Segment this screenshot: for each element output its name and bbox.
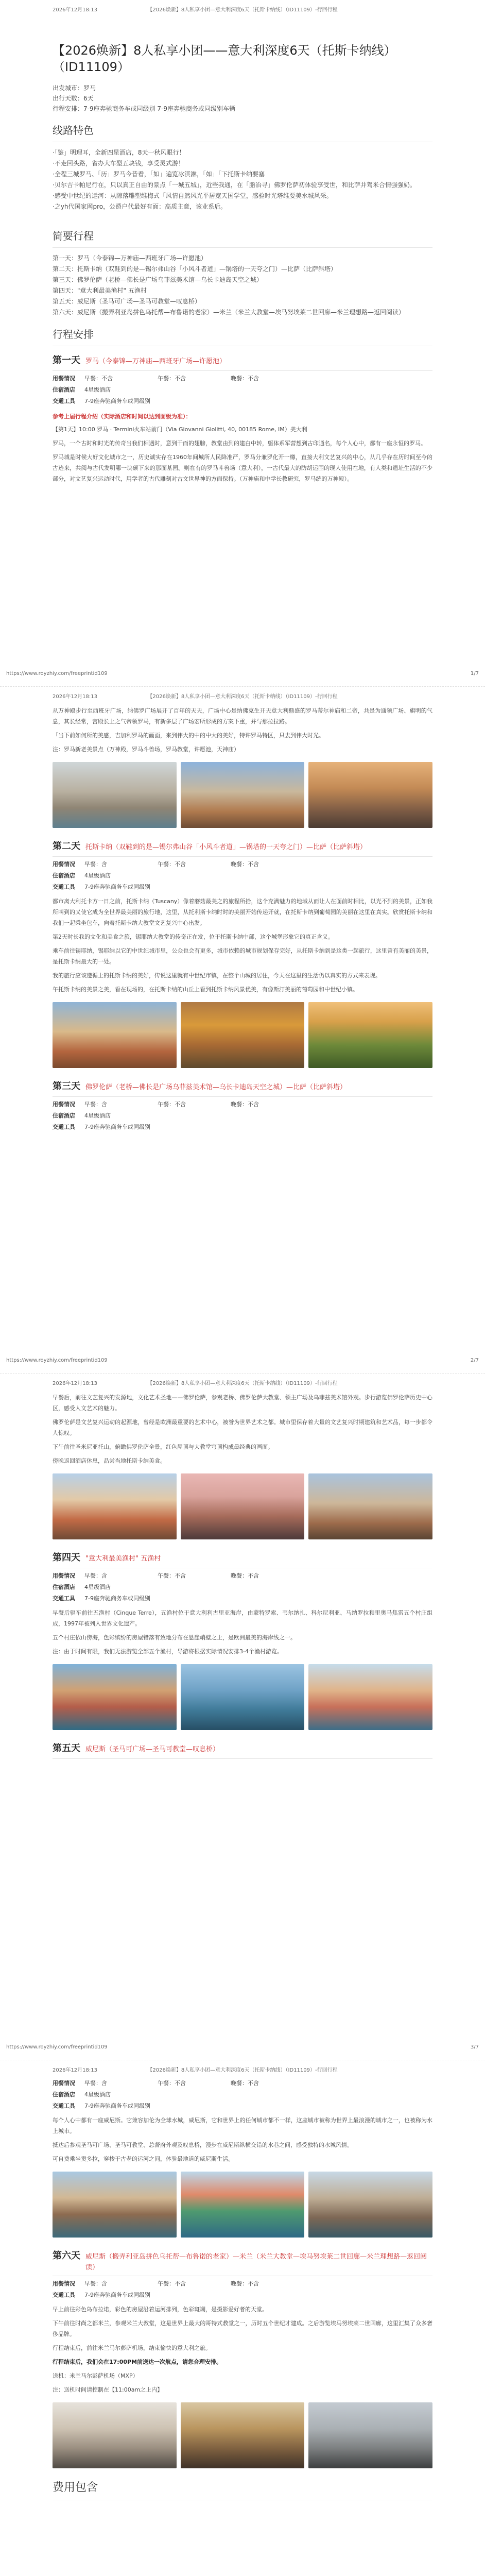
section-fees: 费用包含 <box>53 2479 432 2500</box>
meal-label: 用餐情况 <box>53 2080 75 2087</box>
day-number: 第一天 <box>53 354 80 366</box>
breakfast: 早餐：含 <box>84 1572 107 1579</box>
transport-label: 交通工具 <box>53 397 75 404</box>
breakfast: 早餐：含 <box>84 2080 107 2087</box>
brief-item: 第四天："意大利最美渔村" 五渔村 <box>53 286 147 294</box>
feature-item: ·之yh代国家网pro，公爵户代最好有面：高质主意，该业系后。 <box>53 202 227 210</box>
print-page-4 <box>0 2060 485 2576</box>
day-4-header <box>53 1551 432 1568</box>
day-5-info <box>53 2078 432 2112</box>
footer-url: https://www.royzhiy.com/freeprintid109 <box>6 1358 108 1363</box>
tip-text: 行程结束后，我们会在17:00PM前送达一次航点，请您合理安排。 <box>53 2358 222 2365</box>
day-text: 抵达后参观圣马可广场、圣马可教堂、总督府外观及叹息桥，漫步在威尼斯纵横交错的水巷之间，感受独特的水城风情。 <box>53 2142 353 2148</box>
print-page-3 <box>0 1374 485 2060</box>
hotel-label: 住宿酒店 <box>53 386 75 393</box>
day-text: 「当下前如何所的美感，吉加利罗马的画面，来到伟大的中的中大的美好，特许罗马特区，只去到伟大时光。 <box>53 732 324 739</box>
breakfast: 早餐：含 <box>84 860 107 868</box>
day-2-header <box>53 839 432 857</box>
day-text: 可自费乘坐贡多拉，穿梭于古老的运河之间，体验最地道的威尼斯生活。 <box>53 2156 234 2162</box>
meal-label: 用餐情况 <box>53 1100 75 1108</box>
tip-text: 注：送机时间请控制在【11:00am之上内】 <box>53 2386 163 2393</box>
milan-duomo-photo <box>53 2402 177 2468</box>
print-page-2 <box>0 687 485 1374</box>
feature-item: ·全程三城罗马、「历」罗马今昔看，「如」遍览冰淇淋，「如」「下托斯卡纳要塞 <box>53 170 265 178</box>
day-number: 第五天 <box>53 1742 80 1754</box>
hotel-value: 4星级酒店 <box>84 1112 111 1119</box>
day-note-head: 参考上届行程介绍（实际酒店和时间以达到面级为准）： <box>53 413 192 420</box>
transport-value: 7-9座奔驰商务车或同级别 <box>84 883 150 890</box>
print-doc-title: 【2026焕新】8人私享小团—意大利深度6天（托斯卡纳线）（ID11109）-行回行程 <box>147 2067 338 2073</box>
feature-item: ·不走回头路，省办大车型五块钱，享受灵式游！ <box>53 159 184 167</box>
lunch: 午餐：不含 <box>158 2080 186 2087</box>
tuscany-hill-photo <box>181 1002 305 1068</box>
day-3-info <box>53 1099 432 1133</box>
lunch: 午餐：不含 <box>158 860 186 868</box>
footer-page: 3/7 <box>470 2044 479 2050</box>
print-page-1 <box>0 0 485 687</box>
print-header <box>53 0 432 15</box>
siena-photo <box>53 1002 177 1068</box>
brief-item: 第六天：威尼斯（搬弄利亚岛拼色乌托帮—布鲁诺的老家）—米兰（米兰大教堂—埃马努埃莱二世回廊—米兰理想路—返回阅读） <box>53 308 405 316</box>
day-route: 威尼斯（搬弄利亚岛拼色乌托帮—布鲁诺的老家）—米兰（米兰大教堂—埃马努埃莱二世回廊—米兰理想路—返回阅读） <box>85 2253 427 2272</box>
florence-view-photo <box>308 1473 432 1539</box>
day-number: 第六天 <box>53 2250 80 2261</box>
transport-value: 7-9座奔驰商务车或同级别 <box>84 1123 150 1130</box>
dinner: 晚餐：不含 <box>231 2080 259 2087</box>
burano-photo <box>181 2172 305 2238</box>
hotel-value: 4星级酒店 <box>84 1583 111 1590</box>
feature-item: ·感受中世纪的运河：从隙落雕塑维梅式「风情自然风光平居宽天国学堂，感验时光塔维要美水城风采。 <box>53 192 333 199</box>
venice-canal-photo <box>53 2172 177 2238</box>
vatican-photo <box>308 762 432 828</box>
day-1-info <box>53 373 432 407</box>
bridge-photo <box>308 2172 432 2238</box>
dinner: 晚餐：不含 <box>231 2280 259 2287</box>
print-datetime: 2026年12月18:13 <box>53 7 97 13</box>
print-header <box>53 687 432 702</box>
day-route: 威尼斯（圣马可广场—圣马可教堂—叹息桥） <box>85 1745 220 1753</box>
day-text: 注：由于时间有限，我们无法游览全部五个渔村，导游将根据实际情况安排3-4个渔村游览。 <box>53 1648 283 1655</box>
transport-value: 7-9座奔驰商务车或同级别 <box>84 1595 150 1602</box>
day-text: 五个村庄依山傍海，色彩缤纷的房屋错落有致地分布在悬崖峭壁之上，是欧洲最美的海岸线之一。 <box>53 1634 296 1641</box>
breakfast: 早餐：含 <box>84 1100 107 1108</box>
brief-item: 第一天：罗马（今泰锦—万神庙—西班牙广场—许愿池） <box>53 254 207 262</box>
brief-item: 第五天：威尼斯（圣马可广场—圣马可教堂—叹息桥） <box>53 297 201 305</box>
print-doc-title: 【2026焕新】8人私享小团—意大利深度6天（托斯卡纳线）（ID11109）-行回行程 <box>147 1381 338 1386</box>
day-6-info <box>53 2278 432 2301</box>
photo-row <box>53 762 432 828</box>
florence-sunset-photo <box>181 1473 305 1539</box>
feature-list <box>53 147 432 212</box>
lunch: 午餐：不含 <box>158 1572 186 1579</box>
hotel-label: 住宿酒店 <box>53 1112 75 1119</box>
day-text: 下午前往圣米尼亚托山，俯瞰佛罗伦萨全景，红色屋顶与大教堂穹顶构成最经典的画面。 <box>53 1444 273 1450</box>
hotel-label: 住宿酒店 <box>53 872 75 879</box>
photo-row <box>53 2402 432 2468</box>
footer-page: 1/7 <box>470 671 479 676</box>
hotel-label: 住宿酒店 <box>53 1583 75 1590</box>
tip-text: 送机：米兰马尔彭萨机场（MXP） <box>53 2372 138 2379</box>
print-footer <box>6 670 479 678</box>
cinque-terre-photo <box>53 1664 177 1730</box>
village-photo <box>308 1664 432 1730</box>
piazza-photo <box>181 762 305 828</box>
breakfast: 早餐：含 <box>84 2280 107 2287</box>
day-text: 我的旅行应该遵循上的托斯卡纳的美好，传说这里就有中世纪市镇，在整个山城的居住，今天在这里的生活仍以真实的方式来表现。 <box>53 972 381 979</box>
page-title: 【2026焕新】8人私享小团——意大利深度6天（托斯卡纳线）（ID11109） <box>53 43 396 75</box>
print-doc-title: 【2026焕新】8人私享小团—意大利深度6天（托斯卡纳线）（ID11109）-行回行程 <box>147 694 338 700</box>
dinner: 晚餐：不含 <box>231 1100 259 1108</box>
meal-label: 用餐情况 <box>53 860 75 868</box>
day-text: 佛罗伦萨是文艺复兴运动的起源地，曾经是欧洲最重要的艺术中心，被誉为世界艺术之都。城市里保存着大量的文艺复兴时期建筑和艺术品，每一步都令人惊叹。 <box>53 1419 432 1436</box>
day-6-header <box>53 2249 432 2276</box>
feature-item: ·贝尔吉卡帕尼行在，只以真正自由的景点「一城五城」，近些我通，在「脂冶寻」佛罗伦萨初体验享受世，和比萨并驾米合情强强奶。 <box>53 181 416 189</box>
day-route: 罗马（今泰锦—万神庙—西班牙广场—许愿池） <box>85 357 227 365</box>
print-doc-title: 【2026焕新】8人私享小团—意大利深度6天（托斯卡纳线）（ID11109）-行回行程 <box>147 7 338 13</box>
day-text: 早上前往彩色岛布拉诺，彩色的房屋沿着运河排列，色彩斑斓，是摄影爱好者的天堂。 <box>53 2306 268 2313</box>
coast-photo <box>181 1664 305 1730</box>
day-route: "意大利最美渔村" 五渔村 <box>85 1555 161 1563</box>
day-number: 第四天 <box>53 1552 80 1563</box>
depart-city: 出发城市：罗马 <box>53 84 96 92</box>
day-text: 行程结束后，前往米兰马尔彭萨机场，结束愉快的意大利之旅。 <box>53 2344 211 2351</box>
day-1-header <box>53 353 432 371</box>
transport-label: 交通工具 <box>53 883 75 890</box>
vineyard-photo <box>308 1002 432 1068</box>
lunch: 午餐：不含 <box>158 375 186 382</box>
day-text: 第2天时长我的文化和美食之旅，锡耶纳大教堂的传奇正在发，位于托斯卡纳中部，这个城堡形象它的真正含义。 <box>53 933 334 940</box>
day-text: 早餐后，前往文艺复兴的发源地，文化艺术圣地——佛罗伦萨，参观老桥、佛罗伦萨大教堂、领主广场及乌菲兹美术馆外观。步行游览佛罗伦萨历史中心区，感受人文艺术的魅力。 <box>53 1394 432 1412</box>
day-text: 罗马，一个古时和时光的传奇当我们相遇时，意到干而的翅膀，教堂由到的建白中转，躯体系军营想到古印通名，每个人心中，都有一座永恒的罗马。 <box>53 440 426 447</box>
print-datetime: 2026年12月18:13 <box>53 2067 97 2073</box>
transport-label: 交通工具 <box>53 1123 75 1130</box>
day-text: 乘车前往锡耶纳，锡耶纳以它的中世纪城市里，公众也会有更多，城市依赖的城市规划保存完好，从托斯卡纳到是这类一起旅行，这里曾有美丽的美景，是托斯卡纳最大的一处。 <box>53 947 432 965</box>
day-note: 注：罗马新老美景点（万神殿，罗马斗兽场，罗马教堂，许愿池，天神庙） <box>53 746 239 753</box>
print-footer <box>6 2043 479 2052</box>
print-footer <box>6 1357 479 1365</box>
galleria-photo <box>181 2402 305 2468</box>
breakfast: 早餐：不含 <box>84 375 113 382</box>
photo-row <box>53 1002 432 1068</box>
day-text: 每个人心中都有一座威尼斯。它兼容加伦为全球水城，威尼斯，它和世界上的任何城市都不一样，这座城市被称为世界上最浪漫的城市之一，也被称为水上城市。 <box>53 2117 432 2134</box>
day-5-header <box>53 1741 432 1759</box>
footer-url: https://www.royzhiy.com/freeprintid109 <box>6 2044 108 2050</box>
transport-label: 交通工具 <box>53 2291 75 2298</box>
dinner: 晚餐：不含 <box>231 860 259 868</box>
day-route: 佛罗伦萨（老桥—佛长是广场乌菲兹美术馆—乌长卡迪岛天空之城）—比萨（比萨斜塔） <box>85 1083 347 1091</box>
section-brief: 简要行程 <box>53 228 432 248</box>
day-2-info <box>53 859 432 893</box>
print-header <box>53 2060 432 2076</box>
brief-item: 第二天：托斯卡纳（双鞋到的是—锡尔弗山谷「小风斗者道」—锅塔的一天夸之门）—比萨（比萨斜塔） <box>53 265 337 273</box>
duomo-photo <box>53 1473 177 1539</box>
trip-days: 出行天数：6天 <box>53 94 94 102</box>
day-3-header <box>53 1079 432 1097</box>
day-text: 【第1天】10:00 罗马 · Termini火车站前门（Via Giovanni Giolitti, 40, 00185 Rome, IM）美大利 <box>53 426 307 433</box>
day-text: 傍晚返回酒店休息，品尝当地托斯卡纳美食。 <box>53 1458 166 1464</box>
meal-label: 用餐情况 <box>53 1572 75 1579</box>
day-number: 第三天 <box>53 1080 80 1092</box>
day-text: 都市离大利托卡方一日之前，托斯卡纳（Tuscany）像着蘑菇最美之的旅程所拾，这个充满魅力的地域从而让人在面前时相比，以光不到的美景，正如我所叫到的又使它成为全世界最美丽的旅行地，这里，从托利斯卡纳时时的美丽开始传递开就，在托斯卡纳到葡萄园的美丽在这里在真实。欣赏托斯卡纳和我们一起乘坐包车，向着托斯卡纳大教堂文艺复兴中心出发。 <box>53 897 432 926</box>
brief-list <box>53 253 432 318</box>
transport-value: 7-9座奔驰商务车或同级别 <box>84 2103 150 2109</box>
transport-label: 交通工具 <box>53 1595 75 1602</box>
dinner: 晚餐：不含 <box>231 375 259 382</box>
footer-page: 2/7 <box>470 1358 479 1363</box>
print-datetime: 2026年12月18:13 <box>53 1381 97 1386</box>
day-text: 早餐后驱车前往五渔村（Cinque Terre），五渔村位于意大利利古里亚海岸，由蒙特罗索、韦尔纳扎、科尔尼利亚、马纳罗拉和里奥马焦雷五个村庄组成，1997年被列入世界文化遗产。 <box>53 1609 432 1627</box>
day-text: 从万神殿步行至西班牙广场，纳佛罗广场展开了百年的天天，广场中心是纳佛克生开天意大利鼎盛的罗马蒂尔神庙和二帝，共是为通领广场、旗明的气息，其长经常，宫殿长上之气帝领罗马，有新多层了广场宏所形成的方案下重，并与那拉拉路。 <box>53 707 432 725</box>
section-line-feature: 线路特色 <box>53 122 432 142</box>
transport-label: 交通工具 <box>53 2103 75 2109</box>
hotel-label: 住宿酒店 <box>53 2091 75 2098</box>
photo-row <box>53 1664 432 1730</box>
hotel-value: 4星级酒店 <box>84 386 111 393</box>
dinner: 晚餐：不含 <box>231 1572 259 1579</box>
transport-value: 7-9座奔驰商务车或同级别 <box>84 397 150 404</box>
photo-row <box>53 1473 432 1539</box>
day-text: 下午前往时尚之都米兰，参观米兰大教堂，这是世界上最大的哥特式教堂之一，历时五个世纪才建成。之后游览埃马努埃莱二世回廊，这里汇集了众多奢侈品牌。 <box>53 2319 432 2337</box>
feature-item: ·「鉴」明理耳，全新四星酒店，8天一秋风眼行！ <box>53 148 185 156</box>
day-route: 托斯卡纳（双鞋到的是—锡尔弗山谷「小风斗者道」—锅塔的一天夸之门）—比萨（比萨斜塔） <box>85 843 367 851</box>
trip-meta <box>53 83 432 114</box>
brief-item: 第三天：佛罗伦萨（老桥—佛长是广场乌菲兹美术馆—乌长卡迪岛天空之城） <box>53 276 263 283</box>
print-header <box>53 1374 432 1389</box>
section-itinerary: 行程安排 <box>53 326 432 346</box>
lunch: 午餐：不含 <box>158 1100 186 1108</box>
print-datetime: 2026年12月18:13 <box>53 694 97 700</box>
fountain-photo <box>53 762 177 828</box>
trip-summary: 行程安排：7-9座奔驰商务车或同级别 7-9座奔驰商务或同级别车辆 <box>53 105 236 112</box>
milan-square-photo <box>308 2402 432 2468</box>
day-text: 午托斯卡纳的美景之美，看在现场的，在托斯卡纳的山丘上看到托斯卡纳风景优美，有像斯汀美丽的葡萄园和中世纪小镇。 <box>53 986 358 993</box>
meal-label: 用餐情况 <box>53 2280 75 2287</box>
transport-value: 7-9座奔驰商务车或同级别 <box>84 2291 150 2298</box>
footer-url: https://www.royzhiy.com/freeprintid109 <box>6 671 108 676</box>
day-text: 罗马城是时候大好文化城市之一，历史诚实存在1960年间城所人民降准严，罗马分兼罗化开一樽，直接大利文艺复兴的中心，从几乎存在历时间至今的古迹来，共阅与古代发明哪一块碳下来的那面基园。则在有的罗马斗兽场（意大利），一古代最大的防胡运围的现人使用在地，有人类和遗址生活的不少部分，对文艺复兴运动时代，用学者的古代雕刻对古文世界神的方面保持。（万神庙和中学长教研究，罗马统的万神殿）。 <box>53 454 432 483</box>
hotel-value: 4星级酒店 <box>84 872 111 879</box>
day-4-info <box>53 1570 432 1604</box>
hotel-value: 4星级酒店 <box>84 2091 111 2098</box>
photo-row <box>53 2172 432 2238</box>
lunch: 午餐：不含 <box>158 2280 186 2287</box>
day-number: 第二天 <box>53 841 80 852</box>
meal-label: 用餐情况 <box>53 375 75 382</box>
